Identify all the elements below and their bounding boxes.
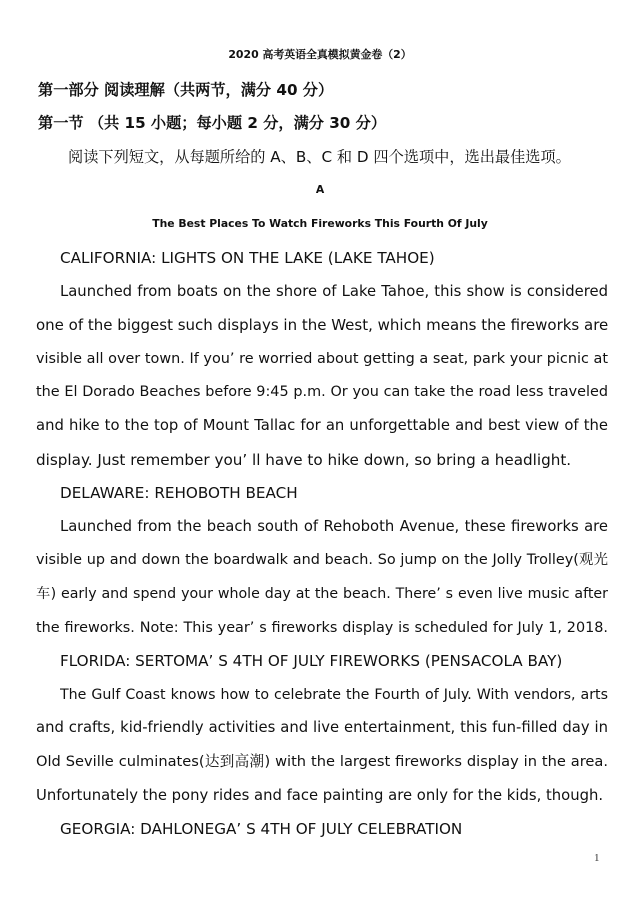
part-heading: 第一部分 阅读理解（共两节，满分 40 分） [38,81,334,99]
section-heading-florida: FLORIDA: SERTOMA’ S 4TH OF JULY FIREWORKS (PENSACOLA BAY) [60,652,563,670]
paragraph-line: The Gulf Coast knows how to celebrate the Fourth of July. With vendors, arts [60,687,608,703]
paragraph-line: the fireworks. Note: This year’ s fireworks display is scheduled for July 1, 2018. [36,620,608,636]
paragraph-line: one of the biggest such displays in the West, which means the fireworks are [36,316,608,334]
page-number: 1 [594,852,600,864]
paragraph-line: Unfortunately the pony rides and face painting are only for the kids, though. [36,787,604,804]
paragraph-line: and hike to the top of Mount Tallac for an unforgettable and best view of the [36,417,608,434]
section-heading-california: CALIFORNIA: LIGHTS ON THE LAKE (LAKE TAHOE) [60,249,435,267]
exam-title: 2020 高考英语全真模拟黄金卷（2） [228,48,412,61]
paragraph-line: display. Just remember you’ ll have to hike down, so bring a headlight. [36,451,572,469]
paragraph-line: visible up and down the boardwalk and beach. So jump on the Jolly Trolley(观光 [36,552,608,568]
passage-title: The Best Places To Watch Fireworks This Fourth Of July [152,217,488,230]
section-heading-georgia: GEORGIA: DAHLONEGA’ S 4TH OF JULY CELEBRATION [60,820,463,838]
paragraph-line: visible all over town. If you’ re worried about getting a seat, park your picnic at [36,351,608,367]
section-heading: 第一节 （共 15 小题；每小题 2 分，满分 30 分） [38,114,387,132]
passage-letter: A [315,183,325,196]
paragraph-line: and crafts, kid-friendly activities and live entertainment, this fun-filled day in [36,719,608,736]
section-heading-delaware: DELAWARE: REHOBOTH BEACH [60,484,298,502]
paragraph-line: Launched from boats on the shore of Lake Tahoe, this show is considered [60,283,608,300]
paragraph-line: the El Dorado Beaches before 9:45 p.m. Or you can take the road less traveled [36,384,608,400]
paragraph-line: Launched from the beach south of Rehoboth Avenue, these fireworks are [60,518,608,535]
instruction-text: 阅读下列短文，从每题所给的 A、B、C 和 D 四个选项中，选出最佳选项。 [68,148,571,166]
paragraph-line: Old Seville culminates(达到高潮) with the largest fireworks display in the area. [36,753,608,770]
paragraph-line: 车) early and spend your whole day at the beach. There’ s even live music after [36,586,608,602]
